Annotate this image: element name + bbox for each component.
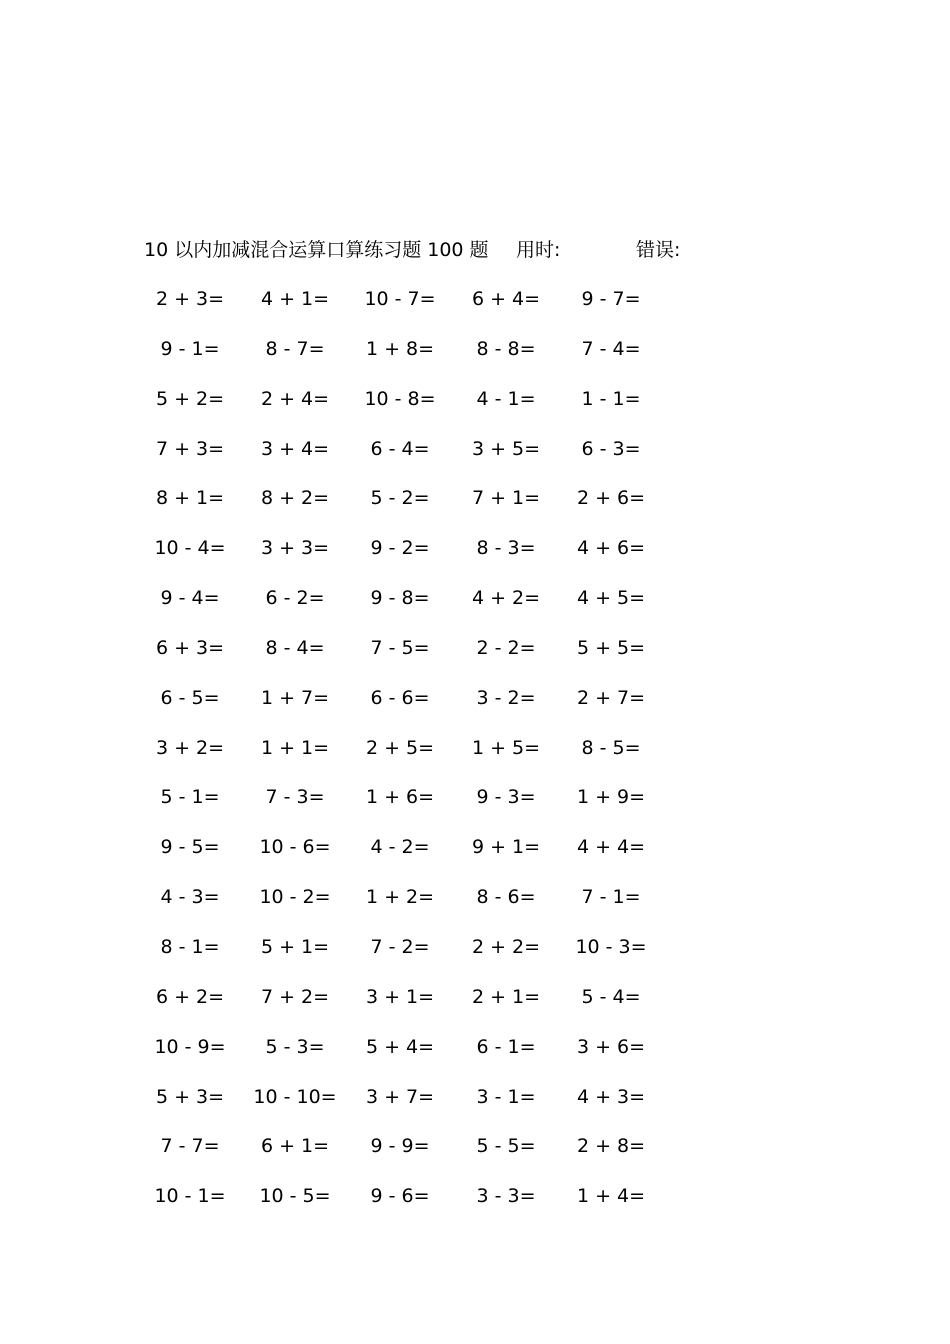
problem-item: 5 + 4=	[365, 1035, 435, 1058]
problem-row	[140, 782, 680, 832]
problem-item: 2 + 3=	[155, 288, 225, 310]
problem-item: 1 + 2=	[365, 886, 435, 909]
problem-item: 8 - 8=	[476, 337, 536, 360]
problem-item: 10 - 6=	[259, 836, 331, 859]
problem-row	[140, 882, 680, 932]
problem-item: 3 + 3=	[260, 537, 330, 560]
problem-item: 9 - 1=	[160, 337, 220, 360]
problem-row	[140, 982, 680, 1032]
problem-item: 4 + 6=	[576, 537, 646, 560]
problem-item: 6 - 6=	[370, 686, 430, 709]
problem-item: 6 - 3=	[581, 437, 641, 460]
problem-row	[140, 483, 680, 533]
problem-item: 8 - 7=	[265, 337, 325, 360]
problem-item: 1 + 9=	[576, 786, 646, 809]
problem-item: 7 - 2=	[370, 935, 430, 958]
problem-row	[140, 284, 680, 334]
problem-item: 9 + 1=	[471, 836, 541, 859]
problem-item: 10 - 3=	[575, 935, 647, 958]
problem-row	[140, 1131, 680, 1181]
problem-item: 6 + 1=	[260, 1135, 330, 1158]
problem-row	[140, 733, 680, 783]
problem-item: 7 - 7=	[160, 1135, 220, 1158]
problem-item: 9 - 4=	[160, 587, 220, 610]
problem-item: 9 - 2=	[370, 537, 430, 560]
problem-item: 3 + 4=	[260, 437, 330, 460]
problem-item: 2 + 7=	[576, 686, 646, 709]
problem-item: 10 - 8=	[364, 387, 436, 410]
problem-item: 7 - 3=	[265, 786, 325, 809]
problem-item: 5 - 5=	[476, 1135, 536, 1158]
problem-item: 1 - 1=	[581, 387, 641, 410]
problem-row	[140, 1181, 680, 1231]
problem-item: 3 + 5=	[471, 437, 541, 460]
problem-item: 1 + 8=	[365, 337, 435, 360]
problem-item: 2 + 1=	[471, 985, 541, 1008]
problem-row	[140, 334, 680, 384]
problem-item: 2 + 5=	[365, 736, 435, 759]
problem-item: 5 - 1=	[160, 786, 220, 809]
problem-item: 7 - 5=	[370, 636, 430, 659]
problem-item: 2 + 8=	[576, 1135, 646, 1158]
problem-item: 2 + 2=	[471, 935, 541, 958]
problem-item: 10 - 1=	[154, 1185, 226, 1208]
problem-item: 4 + 1=	[260, 288, 330, 310]
problem-row	[140, 633, 680, 683]
problem-item: 2 - 2=	[476, 636, 536, 659]
problem-item: 8 - 5=	[581, 736, 641, 759]
problem-item: 6 + 4=	[471, 288, 541, 310]
problem-item: 4 + 5=	[576, 587, 646, 610]
problem-item: 8 - 1=	[160, 935, 220, 958]
problem-item: 10 - 2=	[259, 886, 331, 909]
problem-item: 8 - 6=	[476, 886, 536, 909]
problem-item: 7 - 4=	[581, 337, 641, 360]
problem-item: 8 + 1=	[155, 487, 225, 510]
problem-item: 5 - 2=	[370, 487, 430, 510]
problem-item: 7 + 3=	[155, 437, 225, 460]
problem-item: 10 - 5=	[259, 1185, 331, 1208]
problem-item: 2 + 4=	[260, 387, 330, 410]
problem-item: 4 + 4=	[576, 836, 646, 859]
problem-row	[140, 533, 680, 583]
problem-item: 7 + 1=	[471, 487, 541, 510]
problem-item: 10 - 4=	[154, 537, 226, 560]
problem-item: 5 + 3=	[155, 1085, 225, 1108]
problem-item: 9 - 7=	[581, 288, 641, 310]
problem-item: 4 + 3=	[576, 1085, 646, 1108]
problem-item: 10 - 9=	[154, 1035, 226, 1058]
problem-row	[140, 384, 680, 434]
problem-row	[140, 932, 680, 982]
problem-item: 1 + 5=	[471, 736, 541, 759]
problem-item: 4 - 3=	[160, 886, 220, 909]
problem-item: 5 + 2=	[155, 387, 225, 410]
problem-item: 3 + 6=	[576, 1035, 646, 1058]
problem-item: 5 - 4=	[581, 985, 641, 1008]
problem-row	[140, 1082, 680, 1132]
problem-item: 7 + 2=	[260, 985, 330, 1008]
problem-item: 1 + 6=	[365, 786, 435, 809]
problem-item: 3 + 2=	[155, 736, 225, 759]
problem-row	[140, 1032, 680, 1082]
errors-label: 错误:	[636, 239, 681, 261]
problem-item: 9 - 3=	[476, 786, 536, 809]
problem-item: 5 + 1=	[260, 935, 330, 958]
problem-grid	[140, 284, 680, 1231]
problem-item: 9 - 6=	[370, 1185, 430, 1208]
problem-item: 6 + 2=	[155, 985, 225, 1008]
problem-item: 3 + 1=	[365, 985, 435, 1008]
problem-item: 1 + 7=	[260, 686, 330, 709]
problem-item: 1 + 4=	[576, 1185, 646, 1208]
problem-item: 6 - 4=	[370, 437, 430, 460]
problem-item: 1 + 1=	[260, 736, 330, 759]
problem-item: 6 - 5=	[160, 686, 220, 709]
problem-item: 2 + 6=	[576, 487, 646, 510]
problem-item: 9 - 9=	[370, 1135, 430, 1158]
problem-item: 4 + 2=	[471, 587, 541, 610]
problem-item: 3 + 7=	[365, 1085, 435, 1108]
problem-item: 7 - 1=	[581, 886, 641, 909]
problem-item: 6 - 1=	[476, 1035, 536, 1058]
problem-item: 10 - 7=	[364, 288, 436, 310]
problem-item: 9 - 8=	[370, 587, 430, 610]
worksheet-title: 10 以内加减混合运算口算练习题 100 题	[144, 239, 489, 261]
problem-item: 6 - 2=	[265, 587, 325, 610]
problem-item: 4 - 2=	[370, 836, 430, 859]
problem-item: 3 - 2=	[476, 686, 536, 709]
problem-item: 3 - 1=	[476, 1085, 536, 1108]
problem-row	[140, 832, 680, 882]
problem-item: 8 + 2=	[260, 487, 330, 510]
problem-item: 8 - 3=	[476, 537, 536, 560]
problem-row	[140, 434, 680, 484]
problem-item: 8 - 4=	[265, 636, 325, 659]
problem-item: 9 - 5=	[160, 836, 220, 859]
problem-item: 10 - 10=	[253, 1085, 337, 1108]
problem-item: 5 + 5=	[576, 636, 646, 659]
problem-item: 4 - 1=	[476, 387, 536, 410]
time-used-label: 用时:	[516, 239, 561, 261]
problem-item: 3 - 3=	[476, 1185, 536, 1208]
problem-row	[140, 583, 680, 633]
problem-row	[140, 683, 680, 733]
problem-item: 5 - 3=	[265, 1035, 325, 1058]
problem-item: 6 + 3=	[155, 636, 225, 659]
